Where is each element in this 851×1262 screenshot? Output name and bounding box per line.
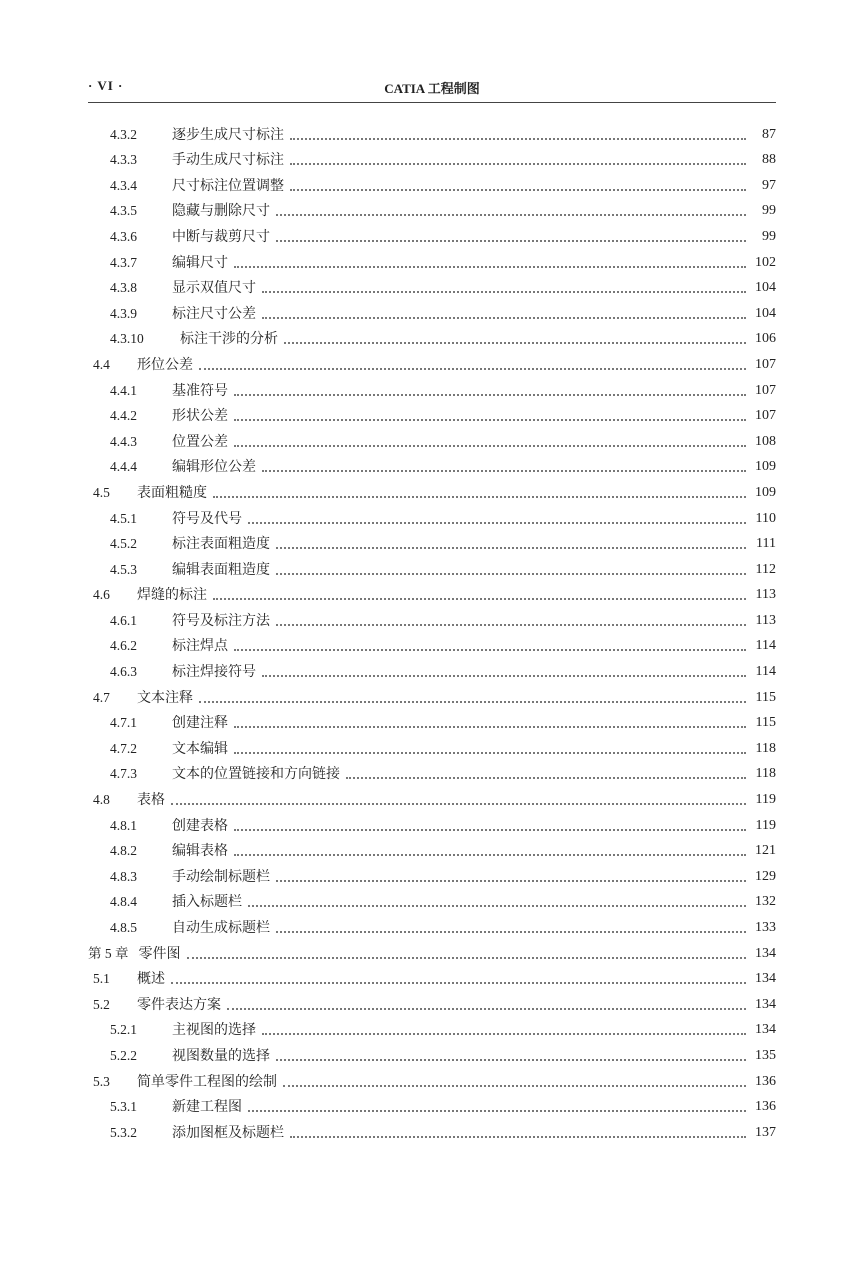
toc-entry[interactable] xyxy=(88,759,776,785)
toc-dot-leader xyxy=(262,470,746,472)
toc-entry[interactable] xyxy=(88,477,776,503)
table-of-contents xyxy=(88,119,776,1143)
toc-dot-leader xyxy=(276,1059,746,1061)
toc-entry[interactable] xyxy=(88,401,776,427)
toc-entry[interactable] xyxy=(88,145,776,171)
toc-entry-page: 112 xyxy=(755,561,776,577)
toc-dot-leader xyxy=(199,701,746,703)
toc-dot-leader xyxy=(290,138,746,140)
toc-entry-page: 104 xyxy=(755,305,776,321)
toc-entry-number: 4.7.3 xyxy=(110,766,137,782)
toc-entry[interactable] xyxy=(88,580,776,606)
toc-dot-leader xyxy=(283,1085,746,1087)
toc-entry-page: 135 xyxy=(755,1047,776,1063)
toc-dot-leader xyxy=(171,982,746,984)
toc-entry[interactable] xyxy=(88,631,776,657)
toc-entry-number: 4.6 xyxy=(93,587,110,603)
toc-dot-leader xyxy=(276,214,746,216)
toc-entry-title: 位置公差 xyxy=(172,433,228,450)
toc-dot-leader xyxy=(346,777,746,779)
toc-entry-number: 4.4.2 xyxy=(110,408,137,424)
toc-entry-page: 118 xyxy=(755,766,776,782)
toc-entry-number: 4.3.10 xyxy=(110,331,144,347)
toc-entry[interactable] xyxy=(88,1092,776,1118)
toc-entry-number: 4.4 xyxy=(93,356,110,372)
toc-entry-title: 文本的位置链接和方向链接 xyxy=(172,766,340,783)
toc-entry[interactable] xyxy=(88,529,776,555)
toc-entry[interactable] xyxy=(88,298,776,324)
toc-entry[interactable] xyxy=(88,503,776,529)
toc-entry-page: 136 xyxy=(755,1073,776,1089)
toc-entry-page: 107 xyxy=(755,382,776,398)
toc-entry[interactable] xyxy=(88,221,776,247)
toc-entry-number: 4.5 xyxy=(93,484,110,500)
toc-entry[interactable] xyxy=(88,708,776,734)
toc-entry[interactable] xyxy=(88,733,776,759)
toc-entry-number: 第 5 章 xyxy=(88,945,129,961)
toc-entry-number: 4.8.2 xyxy=(110,843,137,859)
toc-dot-leader xyxy=(234,649,746,651)
toc-dot-leader xyxy=(290,163,746,165)
toc-entry[interactable] xyxy=(88,1015,776,1041)
toc-dot-leader xyxy=(262,291,746,293)
toc-entry-title: 创建注释 xyxy=(172,715,228,732)
toc-dot-leader xyxy=(234,445,746,447)
toc-dot-leader xyxy=(213,598,746,600)
toc-dot-leader xyxy=(234,394,746,396)
toc-entry-number: 4.7.1 xyxy=(110,715,137,731)
toc-dot-leader xyxy=(171,803,746,805)
toc-entry-page: 87 xyxy=(762,126,776,142)
toc-entry-page: 119 xyxy=(755,792,776,808)
toc-entry-number: 4.8.4 xyxy=(110,894,137,910)
toc-entry-title: 新建工程图 xyxy=(172,1099,242,1116)
toc-entry-title: 标注干涉的分析 xyxy=(180,331,278,348)
toc-entry-page: 134 xyxy=(755,996,776,1012)
toc-entry-page: 133 xyxy=(755,920,776,935)
toc-entry[interactable] xyxy=(88,656,776,682)
toc-entry-title: 焊缝的标注 xyxy=(137,587,207,604)
toc-entry[interactable] xyxy=(88,452,776,478)
toc-entry-number: 4.5.3 xyxy=(110,561,137,577)
toc-dot-leader xyxy=(262,317,746,319)
toc-entry[interactable] xyxy=(88,1066,776,1092)
page-header xyxy=(88,76,776,103)
toc-entry-page: 118 xyxy=(755,740,776,756)
toc-entry[interactable] xyxy=(88,938,776,964)
toc-entry-title: 中断与裁剪尺寸 xyxy=(172,228,270,245)
toc-entry[interactable] xyxy=(88,554,776,580)
toc-entry-page: 134 xyxy=(755,945,776,961)
toc-entry-title: 零件表达方案 xyxy=(137,996,221,1013)
toc-entry[interactable] xyxy=(88,119,776,145)
toc-entry-title: 表格 xyxy=(137,792,165,809)
toc-entry-page: 134 xyxy=(755,1022,776,1038)
toc-dot-leader xyxy=(276,240,746,242)
toc-entry-page: 113 xyxy=(755,587,776,603)
toc-entry-title: 标注焊接符号 xyxy=(172,664,256,681)
toc-dot-leader xyxy=(262,675,746,677)
toc-dot-leader xyxy=(234,726,746,728)
toc-entry-number: 4.8.3 xyxy=(110,868,137,884)
toc-entry-number: 4.3.9 xyxy=(110,305,137,321)
toc-entry-number: 4.8 xyxy=(93,792,110,808)
toc-entry-number: 4.8.1 xyxy=(110,817,137,833)
toc-entry[interactable] xyxy=(88,887,776,913)
toc-entry-title: 零件图 xyxy=(138,945,181,962)
toc-entry-title: 尺寸标注位置调整 xyxy=(172,177,284,194)
toc-entry-title: 简单零件工程图的绘制 xyxy=(137,1073,277,1090)
toc-dot-leader xyxy=(234,854,746,856)
toc-dot-leader xyxy=(262,1033,746,1035)
toc-entry-number: 4.3.6 xyxy=(110,228,137,244)
toc-entry-number: 5.2.1 xyxy=(110,1022,137,1038)
toc-entry[interactable] xyxy=(88,989,776,1015)
toc-entry-title: 主视图的选择 xyxy=(172,1022,256,1039)
toc-dot-leader xyxy=(276,547,746,549)
toc-entry-title: 基准符号 xyxy=(172,382,228,399)
toc-entry[interactable] xyxy=(88,273,776,299)
toc-entry-number: 4.7.2 xyxy=(110,740,137,756)
toc-entry-title: 编辑表格 xyxy=(172,843,228,860)
toc-entry-page: 119 xyxy=(755,817,776,833)
toc-entry[interactable] xyxy=(88,605,776,631)
toc-entry-page: 114 xyxy=(755,638,776,654)
toc-entry-number: 4.4.4 xyxy=(110,459,137,475)
toc-entry[interactable] xyxy=(88,426,776,452)
toc-entry-page: 111 xyxy=(756,536,776,552)
toc-entry-page: 99 xyxy=(762,203,776,219)
toc-entry-page: 107 xyxy=(755,356,776,372)
toc-entry-page: 129 xyxy=(755,868,776,884)
toc-entry-number: 4.7 xyxy=(93,689,110,705)
toc-entry-title: 符号及代号 xyxy=(172,510,242,527)
toc-dot-leader xyxy=(234,266,746,268)
toc-entry-title: 概述 xyxy=(137,971,165,988)
toc-dot-leader xyxy=(290,189,746,191)
toc-dot-leader xyxy=(248,905,746,907)
toc-entry-number: 4.8.5 xyxy=(110,920,137,935)
toc-entry-number: 4.5.2 xyxy=(110,536,137,552)
toc-entry-title: 自动生成标题栏 xyxy=(172,920,270,936)
toc-entry-title: 标注表面粗造度 xyxy=(172,536,270,553)
toc-entry-page: 110 xyxy=(755,510,776,526)
toc-entry-page: 121 xyxy=(755,843,776,859)
toc-entry-page: 134 xyxy=(755,971,776,987)
toc-entry-page: 115 xyxy=(755,715,776,731)
toc-entry[interactable] xyxy=(88,1117,776,1143)
toc-entry-page: 108 xyxy=(755,433,776,449)
toc-entry-page: 97 xyxy=(762,177,776,193)
toc-dot-leader xyxy=(290,1136,746,1138)
toc-entry-page: 99 xyxy=(762,228,776,244)
toc-entry[interactable] xyxy=(88,810,776,836)
toc-dot-leader xyxy=(276,624,746,626)
toc-entry-title: 隐藏与删除尺寸 xyxy=(172,203,270,220)
toc-entry-number: 4.4.1 xyxy=(110,382,137,398)
toc-entry-title: 文本注释 xyxy=(137,689,193,706)
toc-entry-title: 逐步生成尺寸标注 xyxy=(172,126,284,143)
toc-entry-page: 132 xyxy=(755,894,776,910)
toc-entry[interactable] xyxy=(88,324,776,350)
toc-entry[interactable] xyxy=(88,196,776,222)
toc-entry-number: 4.3.8 xyxy=(110,280,137,296)
toc-entry-number: 4.6.1 xyxy=(110,612,137,628)
toc-entry-page: 115 xyxy=(755,689,776,705)
toc-entry-title: 手动生成尺寸标注 xyxy=(172,152,284,169)
toc-entry[interactable] xyxy=(88,375,776,401)
toc-entry[interactable] xyxy=(88,682,776,708)
toc-entry-page: 88 xyxy=(762,152,776,168)
toc-entry-number: 4.6.2 xyxy=(110,638,137,654)
toc-entry-number: 5.2.2 xyxy=(110,1047,137,1063)
toc-entry[interactable] xyxy=(88,247,776,273)
toc-entry-page: 109 xyxy=(755,459,776,475)
toc-entry[interactable] xyxy=(88,1040,776,1066)
toc-entry-title: 视图数量的选择 xyxy=(172,1047,270,1064)
running-title: CATIA 工程制图 xyxy=(384,81,480,96)
toc-entry[interactable] xyxy=(88,861,776,887)
toc-entry-title: 形位公差 xyxy=(137,356,193,373)
toc-entry-number: 5.3.2 xyxy=(110,1124,137,1140)
toc-entry-number: 4.4.3 xyxy=(110,433,137,449)
toc-entry-number: 4.3.3 xyxy=(110,152,137,168)
toc-dot-leader xyxy=(284,342,746,344)
toc-entry-page: 136 xyxy=(755,1099,776,1115)
toc-dot-leader xyxy=(227,1008,746,1010)
toc-entry-page: 107 xyxy=(755,408,776,424)
toc-entry-title: 文本编辑 xyxy=(172,740,228,757)
toc-dot-leader xyxy=(234,419,746,421)
toc-entry-number: 4.3.7 xyxy=(110,254,137,270)
toc-entry[interactable] xyxy=(88,964,776,990)
toc-entry-title: 显示双值尺寸 xyxy=(172,280,256,297)
toc-entry-title: 表面粗糙度 xyxy=(137,484,207,501)
toc-entry-page: 137 xyxy=(755,1124,776,1140)
toc-entry-page: 114 xyxy=(755,664,776,680)
toc-entry-page: 106 xyxy=(755,331,776,347)
toc-entry[interactable] xyxy=(88,912,776,938)
toc-entry-number: 4.3.2 xyxy=(110,126,137,142)
toc-entry-number: 4.6.3 xyxy=(110,664,137,680)
toc-entry-page: 104 xyxy=(755,280,776,296)
toc-entry-title: 插入标题栏 xyxy=(172,894,242,911)
toc-dot-leader xyxy=(248,522,746,524)
toc-dot-leader xyxy=(234,829,746,831)
toc-entry-title: 编辑尺寸 xyxy=(172,254,228,271)
toc-entry-title: 形状公差 xyxy=(172,408,228,425)
toc-entry-number: 5.1 xyxy=(93,971,110,987)
toc-entry-page: 113 xyxy=(755,612,776,628)
toc-dot-leader xyxy=(199,368,746,370)
toc-entry-number: 5.2 xyxy=(93,996,110,1012)
toc-dot-leader xyxy=(187,957,747,959)
toc-entry-title: 编辑表面粗造度 xyxy=(172,561,270,578)
toc-entry-number: 5.3.1 xyxy=(110,1099,137,1115)
toc-dot-leader xyxy=(276,880,746,882)
toc-entry[interactable] xyxy=(88,349,776,375)
toc-dot-leader xyxy=(276,931,746,933)
toc-entry[interactable] xyxy=(88,836,776,862)
toc-dot-leader xyxy=(234,752,746,754)
toc-entry-number: 4.3.4 xyxy=(110,177,137,193)
page-number-label: · VI · xyxy=(88,78,124,93)
toc-entry-number: 4.3.5 xyxy=(110,203,137,219)
toc-entry-title: 创建表格 xyxy=(172,817,228,834)
toc-entry-number: 5.3 xyxy=(93,1073,110,1089)
toc-entry-page: 102 xyxy=(755,254,776,270)
toc-entry-number: 4.5.1 xyxy=(110,510,137,526)
toc-entry-title: 标注尺寸公差 xyxy=(172,305,256,322)
toc-entry[interactable] xyxy=(88,784,776,810)
toc-dot-leader xyxy=(213,496,746,498)
toc-entry-title: 编辑形位公差 xyxy=(172,459,256,476)
toc-entry-title: 标注焊点 xyxy=(172,638,228,655)
toc-entry-title: 手动绘制标题栏 xyxy=(172,868,270,885)
toc-entry-page: 109 xyxy=(755,484,776,500)
toc-entry[interactable] xyxy=(88,170,776,196)
toc-dot-leader xyxy=(276,573,746,575)
toc-entry-title: 添加图框及标题栏 xyxy=(172,1124,284,1141)
toc-dot-leader xyxy=(248,1110,746,1112)
toc-entry-title: 符号及标注方法 xyxy=(172,612,270,629)
